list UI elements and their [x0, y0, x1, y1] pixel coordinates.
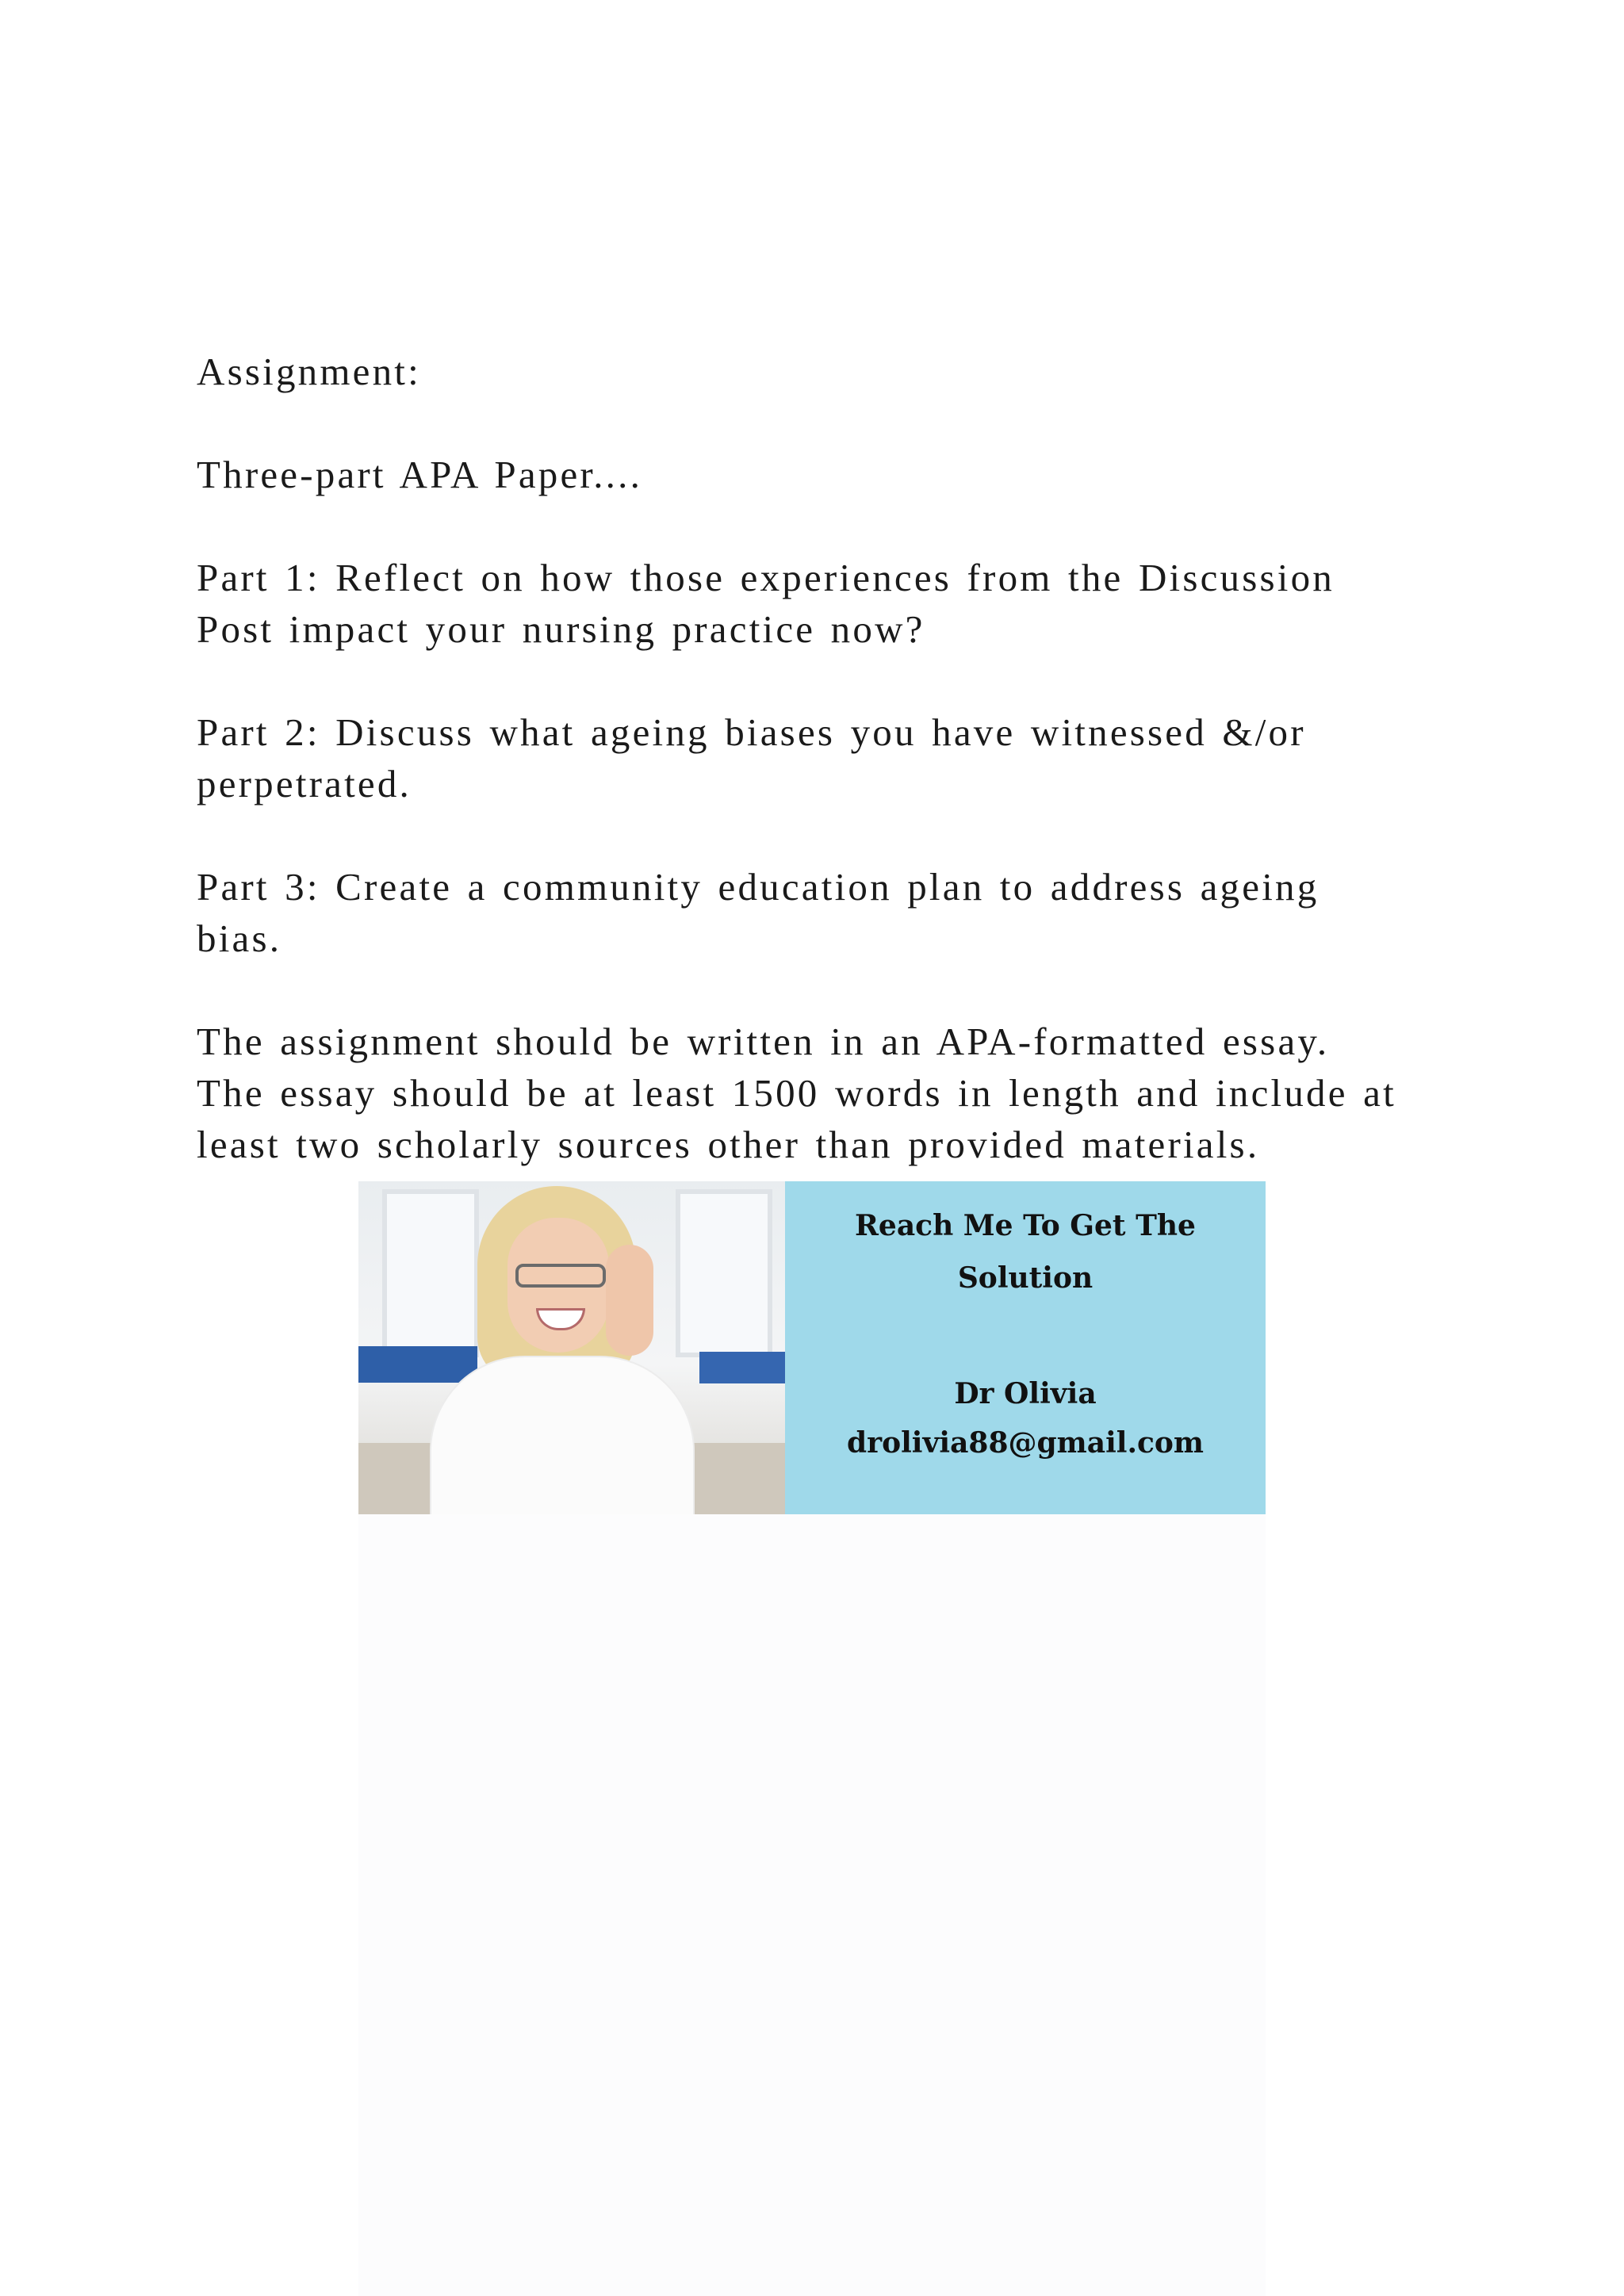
text-line: least two scholarly sources other than provided materials. [197, 1123, 1260, 1166]
hand-shape [606, 1245, 653, 1356]
paragraph-part-2 [197, 706, 1434, 809]
ad-email: drolivia88@gmail.com [846, 1426, 1205, 1460]
paragraph-part-3 [197, 861, 1434, 964]
paragraph-paper-type [197, 449, 1434, 500]
contact-ad [785, 1181, 1266, 1514]
text-line: The assignment should be written in an APA-formatted essay. [197, 1020, 1330, 1063]
paragraph-heading [197, 346, 1434, 397]
chair-decoration [358, 1346, 477, 1383]
paragraph-requirements [197, 1016, 1434, 1170]
window-decoration [382, 1189, 479, 1357]
window-decoration [676, 1189, 772, 1357]
assignment-text [197, 346, 1434, 1170]
text-line: Post impact your nursing practice now? [197, 607, 925, 651]
ad-headline: Reach Me To Get The [855, 1209, 1196, 1242]
shirt-shape [430, 1356, 695, 1514]
woman-photo [358, 1181, 787, 1514]
text-line: perpetrated. [197, 762, 412, 806]
text-line: Part 1: Reflect on how those experiences from the Discussion [197, 556, 1335, 599]
text-line: Three-part APA Paper.... [197, 453, 643, 496]
glasses-icon [515, 1264, 606, 1288]
text-line: The essay should be at least 1500 words in length and include at [197, 1071, 1396, 1115]
text-line: Assignment: [197, 350, 421, 393]
text-line: Part 3: Create a community education plan to address ageing [197, 865, 1320, 909]
paragraph-part-1 [197, 552, 1434, 655]
blank-panel [358, 1514, 1266, 2296]
chair-decoration [699, 1352, 787, 1383]
ad-name: Dr Olivia [954, 1377, 1097, 1410]
ad-subheadline: Solution [957, 1261, 1094, 1295]
promo-banner [358, 1181, 1266, 1514]
text-line: Part 2: Discuss what ageing biases you have witnessed &/or [197, 710, 1306, 754]
text-line: bias. [197, 916, 282, 960]
